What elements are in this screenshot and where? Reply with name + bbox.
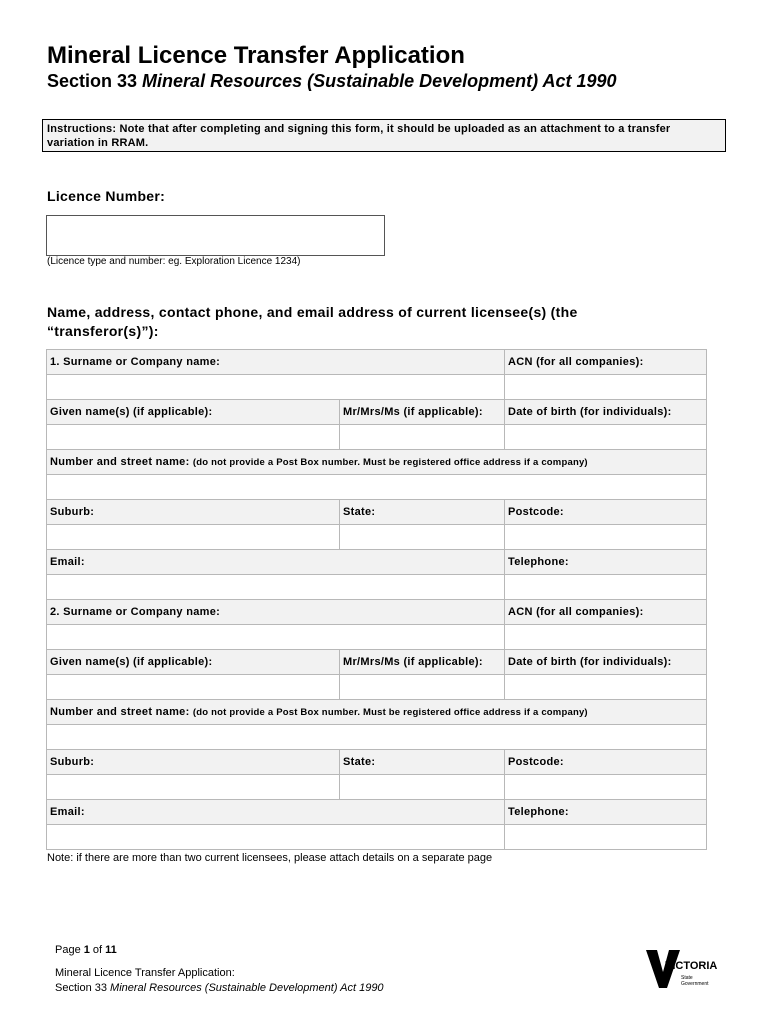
dob-field[interactable] <box>505 675 707 700</box>
subtitle-act: Mineral Resources (Sustainable Development) Act 1990 <box>142 71 617 91</box>
footer-act-name: Mineral Resources (Sustainable Development) Act 1990 <box>110 982 384 994</box>
footer-act <box>55 982 384 994</box>
given-name-field[interactable] <box>47 425 340 450</box>
subtitle-prefix: Section 33 <box>47 71 143 91</box>
telephone-field[interactable] <box>505 575 707 600</box>
given-name-field[interactable] <box>47 675 340 700</box>
street-label: Number and street name: <box>50 706 190 718</box>
email-label: Email: <box>47 550 505 575</box>
telephone-label: Telephone: <box>505 550 707 575</box>
suburb-field[interactable] <box>47 525 340 550</box>
acn-label: ACN (for all companies): <box>505 600 707 625</box>
licence-number-label: Licence Number: <box>47 188 166 204</box>
acn-field[interactable] <box>505 625 707 650</box>
dob-label: Date of birth (for individuals): <box>505 650 707 675</box>
dob-field[interactable] <box>505 425 707 450</box>
surname-field[interactable] <box>47 375 505 400</box>
email-label: Email: <box>47 800 505 825</box>
street-note: (do not provide a Post Box number. Must be registered office address if a company) <box>192 707 588 718</box>
surname-label: 1. Surname or Company name: <box>47 350 505 375</box>
postcode-field[interactable] <box>505 775 707 800</box>
transferor-1-table <box>46 349 707 600</box>
email-field[interactable] <box>47 575 505 600</box>
street-field[interactable] <box>47 475 707 500</box>
given-name-label: Given name(s) (if applicable): <box>47 400 340 425</box>
page-prefix: Page <box>55 944 84 956</box>
logo-line1: State <box>681 975 693 981</box>
street-field[interactable] <box>47 725 707 750</box>
footer-act-prefix: Section 33 <box>55 982 111 994</box>
dob-label: Date of birth (for individuals): <box>505 400 707 425</box>
surname-label: 2. Surname or Company name: <box>47 600 505 625</box>
street-label: Number and street name: <box>50 456 190 468</box>
given-name-label: Given name(s) (if applicable): <box>47 650 340 675</box>
suburb-field[interactable] <box>47 775 340 800</box>
acn-field[interactable] <box>505 375 707 400</box>
title-field[interactable] <box>340 675 505 700</box>
licence-number-input[interactable] <box>46 215 385 256</box>
logo-line2: Government <box>681 981 709 987</box>
street-note: (do not provide a Post Box number. Must be registered office address if a company) <box>192 457 588 468</box>
page-current: 1 <box>83 944 90 956</box>
title-label: Mr/Mrs/Ms (if applicable): <box>340 400 505 425</box>
suburb-label: Suburb: <box>47 750 340 775</box>
state-label: State: <box>340 750 505 775</box>
postcode-field[interactable] <box>505 525 707 550</box>
title-field[interactable] <box>340 425 505 450</box>
page-subtitle <box>47 71 617 92</box>
page-of: of <box>89 944 106 956</box>
logo-word: VICTORIA <box>665 960 718 972</box>
acn-label: ACN (for all companies): <box>505 350 707 375</box>
page-number <box>55 944 117 956</box>
footer-title: Mineral Licence Transfer Application: <box>55 967 235 979</box>
surname-field[interactable] <box>47 625 505 650</box>
postcode-label: Postcode: <box>505 750 707 775</box>
state-field[interactable] <box>340 775 505 800</box>
title-label: Mr/Mrs/Ms (if applicable): <box>340 650 505 675</box>
street-label-cell <box>47 450 707 475</box>
transferor-2-table <box>46 599 707 850</box>
state-label: State: <box>340 500 505 525</box>
state-field[interactable] <box>340 525 505 550</box>
suburb-label: Suburb: <box>47 500 340 525</box>
licence-number-hint: (Licence type and number: eg. Exploration Licence 1234) <box>47 256 301 267</box>
licensee-note: Note: if there are more than two current licensees, please attach details on a separate page <box>47 852 493 864</box>
street-label-cell <box>47 700 707 725</box>
telephone-label: Telephone: <box>505 800 707 825</box>
page-total: 11 <box>105 944 117 956</box>
page-title: Mineral Licence Transfer Application <box>47 42 465 69</box>
instructions-box: Instructions: Note that after completing and signing this form, it should be uploaded as an attachment to a transfer variation in RRAM. <box>42 119 726 152</box>
victoria-government-logo <box>645 948 725 990</box>
telephone-field[interactable] <box>505 825 707 850</box>
transferor-heading: Name, address, contact phone, and email address of current licensee(s) (the “transferor(s)”): <box>47 304 578 339</box>
email-field[interactable] <box>47 825 505 850</box>
postcode-label: Postcode: <box>505 500 707 525</box>
